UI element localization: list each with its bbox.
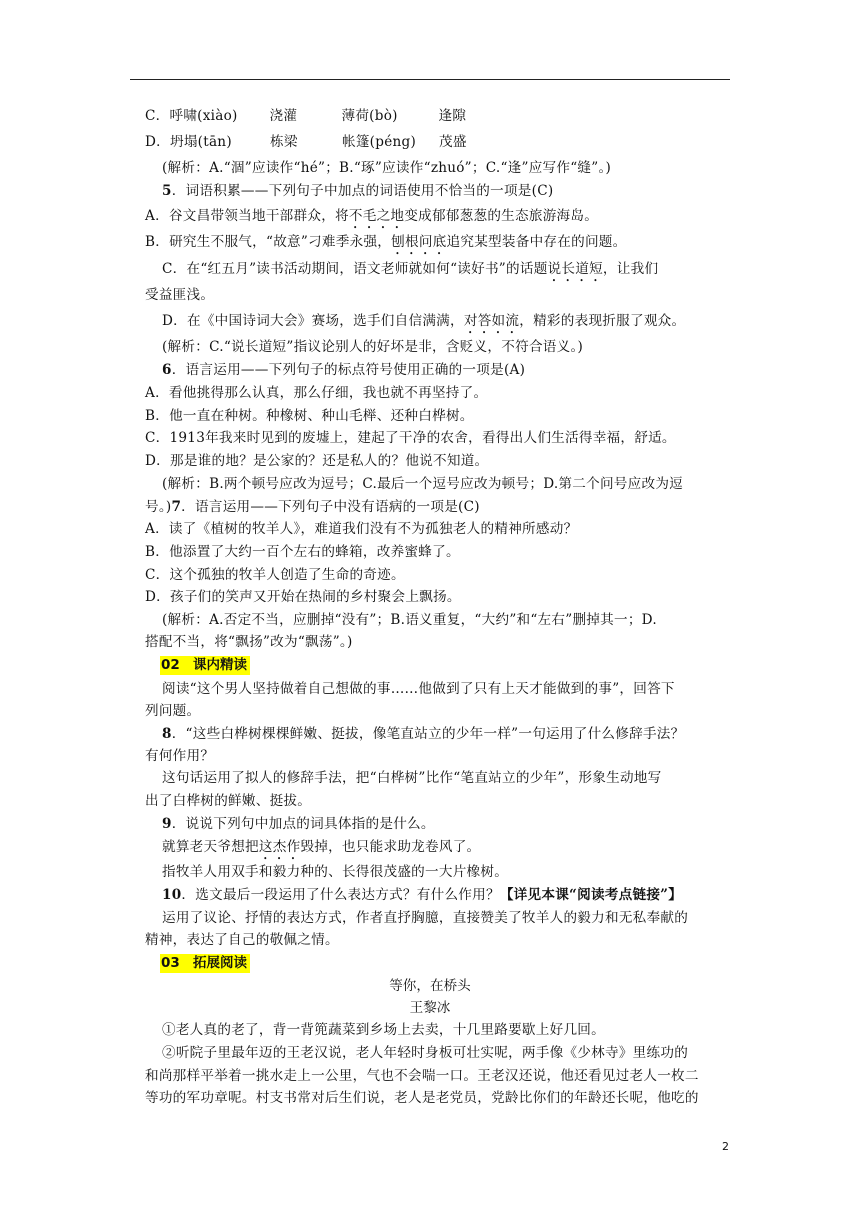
q4-analysis: (解析：A.“涸”应读作“hé”；B.“琢”应读作“zhuó”；C.“逢”应写作“缝”。) <box>162 160 612 176</box>
q5-option-c-cont: 受益匪浅。 <box>145 287 215 303</box>
article-title: 等你，在桥头 <box>389 978 471 994</box>
q4-option-d: D．坍塌(tān) 栋梁 帐篷(péng) 茂盛 <box>145 134 467 150</box>
article-author: 王黎冰 <box>409 1000 451 1016</box>
header-rule <box>130 79 730 80</box>
section-heading-02: 02 课内精读 <box>160 656 250 675</box>
q10-answer-cont: 精神，表达了自己的敬佩之情。 <box>145 932 339 948</box>
article-paragraph-2-line2: 和尚那样平举着一挑水走上一公里，气也不会喘一口。王老汉还说，他还看见过老人一枚二 <box>145 1068 699 1084</box>
q7-analysis: (解析：A.否定不当，应删掉“没有”；B.语义重复，“大约”和“左右”删掉其一；D. <box>162 612 657 628</box>
q7-option-a: A．读了《植树的牧羊人》，难道我们没有不为孤独老人的精神所感动？ <box>145 521 578 537</box>
q7-option-d: D．孩子们的笑声又开始在热闹的乡村聚会上飘扬。 <box>145 589 461 605</box>
q5-option-b: B．研究生不服气，“故意”刁难季永强，刨根问底追究某型装备中存在的问题。 <box>145 234 627 250</box>
q5-option-c: C．在“红五月”读书活动期间，语文老师就如何“读好书”的话题说长道短，让我们 <box>162 261 659 277</box>
q9-stem: 9．说说下列句中加点的词具体指的是什么。 <box>162 816 435 832</box>
q6-option-a: A．看他挑得那么认真，那么仔细，我也就不再坚持了。 <box>145 385 488 401</box>
q8-answer: 这句话运用了拟人的修辞手法，把“白桦树”比作“笔直站立的少年”，形象生动地写 <box>162 770 662 786</box>
q7-analysis-cont: 搭配不当，将“飘扬”改为“飘荡”。) <box>145 634 353 650</box>
article-paragraph-2: ②听院子里最年迈的王老汉说，老人年轻时身板可壮实呢，两手像《少林寺》里练功的 <box>162 1045 689 1061</box>
page-number: 2 <box>722 1140 729 1153</box>
q10-answer: 运用了议论、抒情的表达方式，作者直抒胸臆，直接赞美了牧羊人的毅力和无私奉献的 <box>162 910 689 926</box>
q9-sentence: 就算老天爷想把这杰作毁掉，也只能求助龙卷风了。 <box>162 839 481 855</box>
q6-option-b: B．他一直在种树。种橡树、种山毛榉、还种白桦树。 <box>145 408 474 424</box>
q5-option-d: D．在《中国诗词大会》赛场，选手们自信满满，对答如流，精彩的表现折服了观众。 <box>162 313 686 329</box>
q5-analysis: (解析：C.“说长道短”指议论别人的好坏是非，含贬义，不符合语义。) <box>162 339 584 355</box>
article-paragraph-2-line3: 等功的军功章呢。村支书常对后生们说，老人是老党员，党龄比你们的年龄还长呢，他吃的 <box>145 1090 699 1106</box>
q6-analysis: (解析：B.两个顿号应改为逗号；C.最后一个逗号应改为顿号；D.第二个问号应改为逗 <box>162 476 684 492</box>
section-heading-03: 03 拓展阅读 <box>160 954 250 973</box>
q6-option-d: D．那是谁的地？是公家的？还是私人的？他说不知道。 <box>145 453 489 469</box>
article-paragraph-1: ①老人真的老了，背一背篼蔬菜到乡场上去卖，十几里路要歇上好几回。 <box>162 1022 605 1038</box>
q7-option-b: B．他添置了大约一百个左右的蜂箱，改养蜜蜂了。 <box>145 544 460 560</box>
q10-stem: 10．选文最后一段运用了什么表达方式？有什么作用？【详见本课“阅读考点链接”】 <box>162 887 683 903</box>
q7-option-c: C．这个孤独的牧羊人创造了生命的奇迹。 <box>145 567 405 583</box>
q4-option-c: C．呼啸(xiào) 浇灌 薄荷(bò) 逢隙 <box>145 108 467 124</box>
q9-answer: 指牧羊人用双手和毅力种的、长得很茂盛的一大片橡树。 <box>162 864 509 880</box>
q8-stem-cont: 有何作用？ <box>145 748 215 764</box>
q8-answer-cont: 出了白桦树的鲜嫩、挺拔。 <box>145 793 312 809</box>
q5-stem: 5．词语积累——下列句子中加点的词语使用不恰当的一项是(C) <box>162 183 554 199</box>
q5-option-a: A．谷文昌带领当地干部群众，将不毛之地变成郁郁葱葱的生态旅游海岛。 <box>145 208 599 224</box>
q6-stem: 6．语言运用——下列句子的标点符号使用正确的一项是(A) <box>162 362 526 378</box>
section2-intro-cont: 列问题。 <box>145 703 201 719</box>
section2-intro: 阅读“这个男人坚持做着自己想做的事……他做到了只有上天才能做到的事”，回答下 <box>162 681 675 697</box>
q6-option-c: C．1913年我来时见到的废墟上，建起了干净的农舍，看得出人们生活得幸福，舒适。 <box>145 430 676 446</box>
q6-analysis-tail-q7-stem: 号。)7．语言运用——下列句子中没有语病的一项是(C) <box>145 499 480 515</box>
q8-stem: 8．“这些白桦树棵棵鲜嫩、挺拔，像笔直站立的少年一样”一句运用了什么修辞手法？ <box>162 726 685 742</box>
